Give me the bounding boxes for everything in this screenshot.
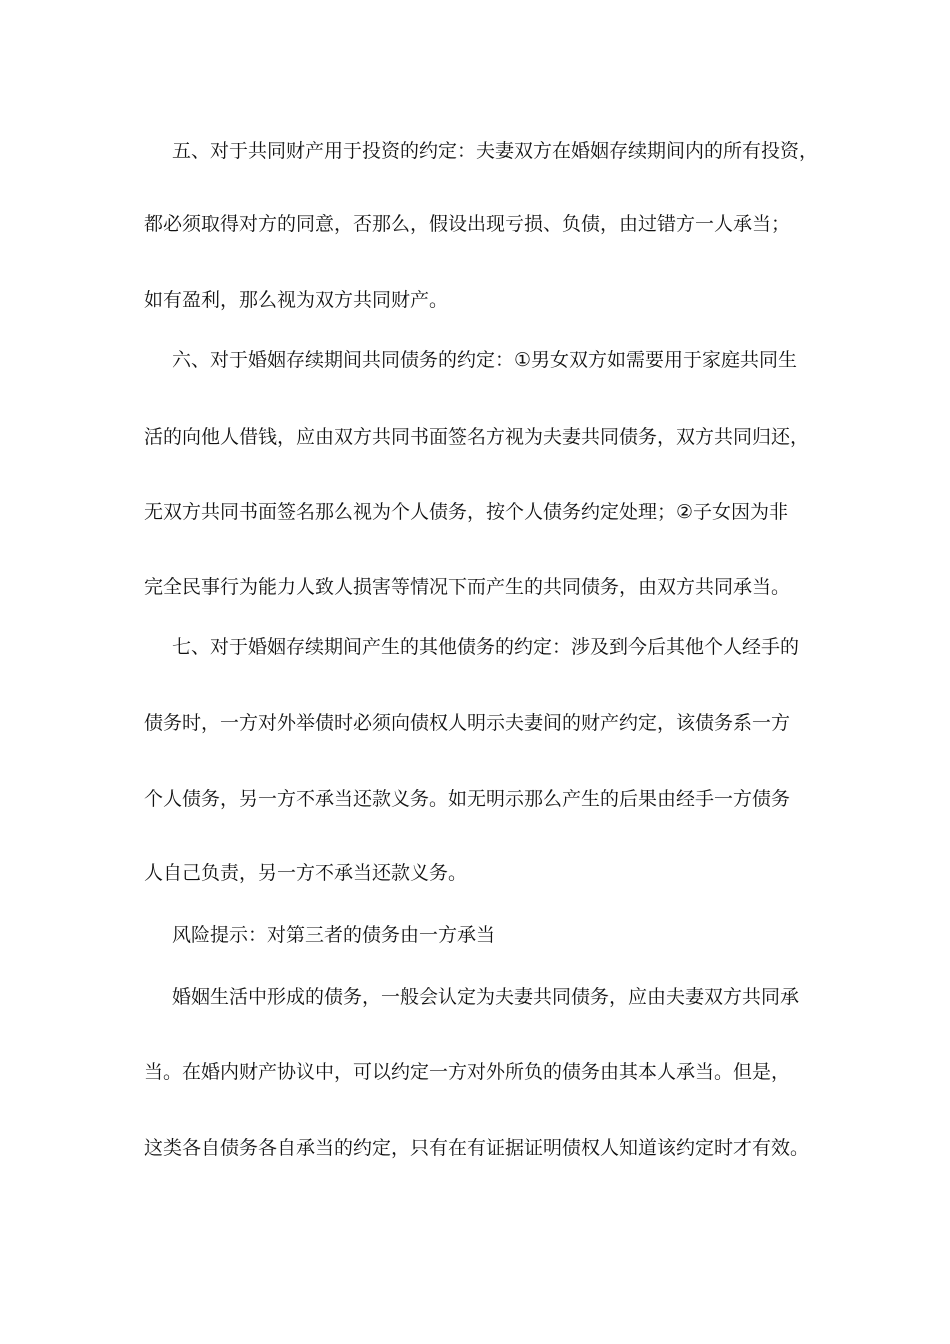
paragraph-6-line-1: 六、对于婚姻存续期间共同债务的约定：①男女双方如需要用于家庭共同生	[172, 349, 798, 371]
paragraph-5-line-3: 如有盈利，那么视为双方共同财产。	[144, 289, 449, 311]
paragraph-6-line-2: 活的向他人借钱，应由双方共同书面签名方视为夫妻共同债务，双方共同归还，	[144, 426, 810, 448]
paragraph-6-line-4: 完全民事行为能力人致人损害等情况下而产生的共同债务，由双方共同承当。	[144, 576, 791, 598]
risk-heading: 风险提示：对第三者的债务由一方承当	[172, 924, 496, 946]
paragraph-7-line-2: 债务时，一方对外举债时必须向债权人明示夫妻间的财产约定，该债务系一方	[144, 712, 791, 734]
paragraph-risk-line-3: 这类各自债务各自承当的约定，只有在有证据证明债权人知道该约定时才有效。	[144, 1137, 810, 1159]
paragraph-risk-line-1: 婚姻生活中形成的债务，一般会认定为夫妻共同债务，应由夫妻双方共同承	[172, 986, 800, 1008]
paragraph-7-line-3: 个人债务，另一方不承当还款义务。如无明示那么产生的后果由经手一方债务	[144, 788, 791, 810]
paragraph-7-line-1: 七、对于婚姻存续期间产生的其他债务的约定：涉及到今后其他个人经手的	[172, 636, 800, 658]
paragraph-7-line-4: 人自己负责，另一方不承当还款义务。	[144, 862, 468, 884]
paragraph-risk-line-2: 当。在婚内财产协议中，可以约定一方对外所负的债务由其本人承当。但是，	[144, 1061, 791, 1083]
paragraph-5-line-1: 五、对于共同财产用于投资的约定：夫妻双方在婚姻存续期间内的所有投资，	[172, 140, 819, 162]
paragraph-5-line-2: 都必须取得对方的同意，否那么，假设出现亏损、负债，由过错方一人承当；	[144, 213, 791, 235]
paragraph-6-line-3: 无双方共同书面签名那么视为个人债务，按个人债务约定处理；②子女因为非	[144, 501, 789, 523]
